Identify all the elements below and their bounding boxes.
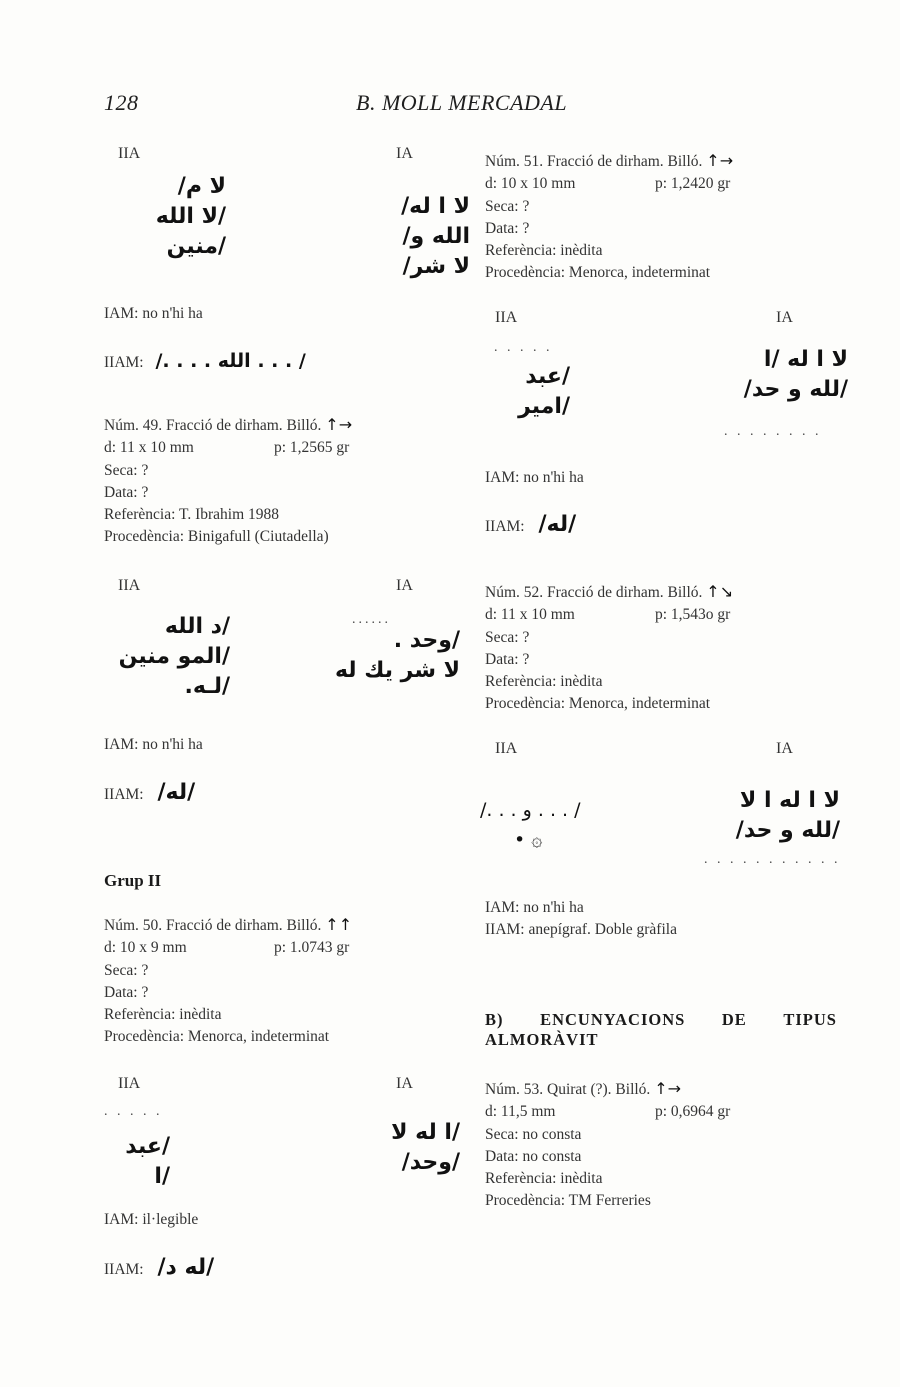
- section-b-heading-line1: [485, 1010, 837, 1030]
- num51-referencia: Referència: inèdita: [485, 242, 603, 260]
- section-b-heading-line2: ALMORÀVIT: [485, 1030, 599, 1049]
- num50-iia-dots: . . . . .: [104, 1104, 163, 1119]
- legend-line: /لله و حد/: [735, 818, 840, 843]
- iiam-value: /له/: [157, 780, 196, 805]
- num52-title-line: [485, 581, 733, 604]
- num53-diameter: d: 11,5 mm: [485, 1103, 556, 1121]
- iiam-prefix: IIAM:: [104, 354, 144, 371]
- num50-referencia: Referència: inèdita: [104, 1006, 222, 1024]
- num53-procedencia: Procedència: TM Ferreries: [485, 1192, 651, 1210]
- num49-title-line: [104, 414, 352, 437]
- coin48-iia-legend: [96, 172, 226, 262]
- num49-data: Data: ?: [104, 483, 149, 501]
- legend-line: /المو منين: [118, 644, 230, 669]
- num50-iia-legend: [100, 1132, 170, 1192]
- num50-procedencia: Procedència: Menorca, indeterminat: [104, 1028, 330, 1046]
- num49-weight: p: 1,2565 gr: [274, 439, 350, 457]
- legend-line: /ا: [154, 1164, 170, 1189]
- orientation-arrows-icon: ↑↘: [706, 582, 734, 601]
- num52-data: Data: ?: [485, 650, 530, 668]
- num52-iia-label: IIA: [495, 740, 518, 757]
- legend-line: لا شر يك له: [334, 658, 460, 683]
- legend-line: /وحد .: [393, 628, 460, 653]
- num51-ia-legend: [718, 345, 848, 405]
- num50-title-line: [104, 914, 352, 937]
- num51-data: Data: ?: [485, 219, 530, 237]
- heading-word: ENCUNYACIONS: [540, 1010, 686, 1029]
- coin48-ia-legend: [360, 192, 470, 282]
- num51-ia-dots: . . . . . . . .: [724, 424, 822, 439]
- num52-iia-legend: [480, 795, 600, 855]
- num52-dims: [485, 604, 733, 626]
- num49-ia-label: IA: [396, 577, 413, 594]
- legend-line: /لـه.: [184, 674, 230, 699]
- legend-line: لا ا له ا لا: [739, 788, 840, 813]
- legend-line: /ا له لا: [391, 1120, 460, 1145]
- legend-line: لا شر/: [402, 254, 470, 279]
- legend-line: • ۞: [514, 829, 543, 851]
- num49-diameter: d: 11 x 10 mm: [104, 439, 194, 457]
- num50-dims: [104, 937, 352, 959]
- coin48-ia-label: IA: [396, 145, 413, 162]
- num49-procedencia: Procedència: Binigafull (Ciutadella): [104, 528, 329, 546]
- iiam-prefix: IIAM:: [104, 786, 144, 803]
- orientation-arrows-icon: ↑→: [654, 1079, 681, 1098]
- page-number: 128: [104, 90, 139, 115]
- iiam-value: /له د/: [157, 1255, 215, 1280]
- num52-weight: p: 1,543o gr: [655, 606, 731, 624]
- coin48-iiam: [104, 350, 306, 372]
- num53-entry: [485, 1078, 730, 1213]
- num51-weight: p: 1,2420 gr: [655, 175, 731, 193]
- num50-weight: p: 1.0743 gr: [274, 939, 350, 957]
- iiam-prefix: IIAM:: [485, 518, 525, 535]
- num52-diameter: d: 11 x 10 mm: [485, 606, 575, 624]
- num51-iia-dots: . . . . .: [494, 340, 553, 355]
- num51-iiam: [485, 512, 576, 537]
- num50-ia-label: IA: [396, 1075, 413, 1092]
- orientation-arrows-icon: ↑→: [325, 415, 353, 434]
- coin48-iam: IAM: no n'hi ha: [104, 305, 203, 322]
- num51-dims: [485, 173, 733, 195]
- num50-title: Núm. 50. Fracció de dirham. Billó.: [104, 917, 322, 934]
- num52-procedencia: Procedència: Menorca, indeterminat: [485, 695, 711, 713]
- num53-referencia: Referència: inèdita: [485, 1170, 603, 1188]
- num52-title: Núm. 52. Fracció de dirham. Billó.: [485, 584, 703, 601]
- num51-diameter: d: 10 x 10 mm: [485, 175, 576, 193]
- legend-line: لا م/: [177, 174, 226, 199]
- num49-seca: Seca: ?: [104, 461, 149, 479]
- num51-iam: IAM: no n'hi ha: [485, 469, 584, 486]
- num53-data: Data: no consta: [485, 1147, 582, 1165]
- legend-line: /عبد: [125, 1134, 170, 1159]
- num49-entry: [104, 414, 352, 549]
- num49-iiam: [104, 780, 195, 805]
- orientation-arrows-icon: ↑↑: [325, 915, 353, 934]
- num53-title: Núm. 53. Quirat (?). Billó.: [485, 1081, 651, 1098]
- legend-line: /وحد/: [401, 1150, 460, 1175]
- num51-iia-label: IIA: [495, 309, 518, 326]
- num49-title: Núm. 49. Fracció de dirham. Billó.: [104, 417, 322, 434]
- num51-entry: [485, 150, 733, 285]
- orientation-arrows-icon: ↑→: [706, 151, 734, 170]
- num52-iiam: IIAM: anepígraf. Doble gràfila: [485, 921, 677, 939]
- num50-data: Data: ?: [104, 983, 149, 1001]
- num51-iia-legend: [490, 362, 570, 422]
- num53-seca: Seca: no consta: [485, 1125, 582, 1143]
- legend-line: /منين: [166, 234, 226, 259]
- legend-line: /لا الله: [155, 204, 226, 229]
- legend-line: /لله و حد/: [743, 377, 848, 402]
- num53-weight: p: 0,6964 gr: [655, 1103, 731, 1121]
- num51-seca: Seca: ?: [485, 197, 530, 215]
- num50-ia-legend: [360, 1118, 460, 1178]
- legend-line: /عبد: [525, 364, 570, 389]
- legend-line: /. . . و . . . /: [480, 799, 581, 821]
- num51-ia-label: IA: [776, 309, 793, 326]
- heading-word: DE: [721, 1010, 747, 1029]
- section-b-heading: [485, 1010, 837, 1050]
- legend-line: /د الله: [164, 614, 230, 639]
- num52-iam-block: [485, 897, 677, 942]
- heading-word: B): [485, 1010, 504, 1029]
- num51-title-line: [485, 150, 733, 173]
- coin48-iia-label: IIA: [118, 145, 141, 162]
- num51-title: Núm. 51. Fracció de dirham. Billó.: [485, 153, 703, 170]
- num49-iia-legend: [100, 612, 230, 702]
- legend-line: لا ا له/: [401, 194, 470, 219]
- num52-referencia: Referència: inèdita: [485, 673, 603, 691]
- num49-iia-label: IIA: [118, 577, 141, 594]
- num50-diameter: d: 10 x 9 mm: [104, 939, 187, 957]
- num52-ia-label: IA: [776, 740, 793, 757]
- running-title: B. MOLL MERCADAL: [356, 90, 568, 115]
- num53-dims: [485, 1101, 730, 1123]
- legend-line: /امير: [518, 394, 570, 419]
- heading-word: TIPUS: [783, 1010, 837, 1029]
- legend-line: لا ا له /ا: [763, 347, 848, 372]
- num52-seca: Seca: ?: [485, 628, 530, 646]
- num53-title-line: [485, 1078, 730, 1101]
- num52-ia-legend: [700, 786, 840, 846]
- legend-line: الله و/: [402, 224, 470, 249]
- num50-entry: [104, 914, 352, 1049]
- num50-iia-label: IIA: [118, 1075, 141, 1092]
- num50-seca: Seca: ?: [104, 961, 149, 979]
- group-heading: Grup II: [104, 871, 162, 890]
- num49-iam: IAM: no n'hi ha: [104, 736, 203, 753]
- num52-ia-dots: . . . . . . . . . . .: [704, 852, 841, 867]
- num50-iam: IAM: il·legible: [104, 1211, 199, 1228]
- iiam-prefix: IIAM:: [104, 1261, 144, 1278]
- num49-ia-dots: ......: [352, 612, 391, 627]
- num52-iam: IAM: no n'hi ha: [485, 899, 584, 916]
- num49-referencia: Referència: T. Ibrahim 1988: [104, 506, 280, 524]
- num50-iiam: [104, 1255, 214, 1280]
- num49-dims: [104, 437, 352, 459]
- iiam-value: /له/: [538, 512, 577, 537]
- num49-ia-legend: [320, 626, 460, 686]
- num52-entry: [485, 581, 733, 716]
- num51-procedencia: Procedència: Menorca, indeterminat: [485, 264, 711, 282]
- iiam-value: /. . . . الله . . . /: [155, 350, 306, 372]
